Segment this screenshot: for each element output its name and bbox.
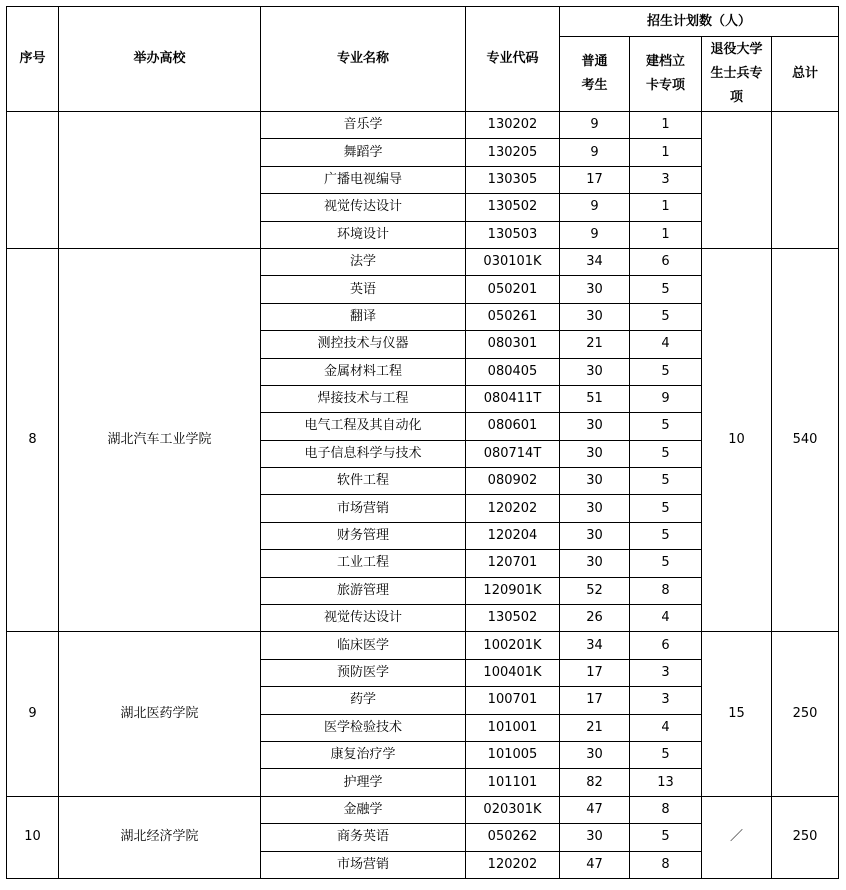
- cell-major: 法学: [261, 248, 466, 275]
- cell-code: 130502: [466, 194, 560, 221]
- cell-veteran: ／: [702, 796, 772, 878]
- cell-seq: [7, 112, 59, 249]
- cell-poverty: 1: [630, 221, 702, 248]
- cell-code: 120202: [466, 851, 560, 878]
- cell-seq: 8: [7, 248, 59, 631]
- table-row: [7, 112, 839, 139]
- cell-total: [772, 112, 839, 249]
- cell-regular: 30: [560, 522, 630, 549]
- header-code: 专业代码: [466, 7, 560, 112]
- cell-code: 101001: [466, 714, 560, 741]
- cell-poverty: 3: [630, 659, 702, 686]
- cell-regular: 9: [560, 194, 630, 221]
- cell-poverty: 3: [630, 166, 702, 193]
- header-plan-group: 招生计划数（人）: [560, 7, 839, 37]
- cell-regular: 30: [560, 413, 630, 440]
- cell-regular: 34: [560, 248, 630, 275]
- cell-regular: 30: [560, 358, 630, 385]
- cell-regular: 9: [560, 112, 630, 139]
- cell-major: 药学: [261, 687, 466, 714]
- cell-poverty: 8: [630, 796, 702, 823]
- cell-code: 080411T: [466, 385, 560, 412]
- cell-code: 130502: [466, 605, 560, 632]
- cell-regular: 30: [560, 276, 630, 303]
- cell-poverty: 5: [630, 440, 702, 467]
- cell-poverty: 5: [630, 276, 702, 303]
- header-school: 举办高校: [59, 7, 261, 112]
- cell-code: 050261: [466, 303, 560, 330]
- cell-veteran: 10: [702, 248, 772, 631]
- cell-major: 临床医学: [261, 632, 466, 659]
- cell-poverty: 1: [630, 194, 702, 221]
- cell-poverty: 4: [630, 605, 702, 632]
- cell-code: 100401K: [466, 659, 560, 686]
- cell-school: 湖北经济学院: [59, 796, 261, 878]
- cell-major: 视觉传达设计: [261, 605, 466, 632]
- cell-code: 080405: [466, 358, 560, 385]
- cell-poverty: 4: [630, 714, 702, 741]
- cell-poverty: 6: [630, 632, 702, 659]
- cell-code: 020301K: [466, 796, 560, 823]
- cell-major: 金属材料工程: [261, 358, 466, 385]
- cell-major: 市场营销: [261, 495, 466, 522]
- cell-regular: 51: [560, 385, 630, 412]
- cell-poverty: 1: [630, 112, 702, 139]
- cell-regular: 30: [560, 468, 630, 495]
- cell-poverty: 4: [630, 331, 702, 358]
- cell-major: 电气工程及其自动化: [261, 413, 466, 440]
- cell-veteran: 15: [702, 632, 772, 796]
- cell-regular: 52: [560, 577, 630, 604]
- cell-total: 540: [772, 248, 839, 631]
- cell-poverty: 5: [630, 495, 702, 522]
- table-body: [7, 112, 839, 879]
- cell-major: 软件工程: [261, 468, 466, 495]
- cell-poverty: 6: [630, 248, 702, 275]
- cell-regular: 30: [560, 741, 630, 768]
- cell-regular: 17: [560, 659, 630, 686]
- cell-poverty: 8: [630, 577, 702, 604]
- cell-total: 250: [772, 796, 839, 878]
- table-row: [7, 632, 839, 659]
- cell-code: 050201: [466, 276, 560, 303]
- cell-code: 130305: [466, 166, 560, 193]
- cell-poverty: 5: [630, 358, 702, 385]
- cell-regular: 82: [560, 769, 630, 796]
- cell-code: 080301: [466, 331, 560, 358]
- header-major: 专业名称: [261, 7, 466, 112]
- enrollment-plan-table: [6, 6, 839, 879]
- cell-code: 120202: [466, 495, 560, 522]
- cell-major: 广播电视编导: [261, 166, 466, 193]
- header-total: 总计: [772, 37, 839, 112]
- cell-code: 130503: [466, 221, 560, 248]
- cell-poverty: 5: [630, 824, 702, 851]
- cell-major: 环境设计: [261, 221, 466, 248]
- cell-school: 湖北汽车工业学院: [59, 248, 261, 631]
- cell-code: 080902: [466, 468, 560, 495]
- cell-regular: 21: [560, 714, 630, 741]
- cell-code: 130205: [466, 139, 560, 166]
- cell-regular: 9: [560, 221, 630, 248]
- cell-major: 英语: [261, 276, 466, 303]
- cell-regular: 47: [560, 796, 630, 823]
- cell-regular: 30: [560, 495, 630, 522]
- cell-major: 电子信息科学与技术: [261, 440, 466, 467]
- cell-poverty: 3: [630, 687, 702, 714]
- cell-seq: 9: [7, 632, 59, 796]
- cell-major: 焊接技术与工程: [261, 385, 466, 412]
- cell-regular: 9: [560, 139, 630, 166]
- cell-regular: 30: [560, 303, 630, 330]
- cell-poverty: 5: [630, 303, 702, 330]
- cell-major: 康复治疗学: [261, 741, 466, 768]
- cell-code: 100201K: [466, 632, 560, 659]
- cell-major: 旅游管理: [261, 577, 466, 604]
- header-regular: 普通考生: [560, 37, 630, 112]
- table-row: [7, 248, 839, 275]
- cell-code: 080714T: [466, 440, 560, 467]
- cell-regular: 30: [560, 550, 630, 577]
- cell-major: 视觉传达设计: [261, 194, 466, 221]
- cell-regular: 17: [560, 166, 630, 193]
- cell-regular: 30: [560, 440, 630, 467]
- cell-poverty: 5: [630, 741, 702, 768]
- cell-regular: 34: [560, 632, 630, 659]
- cell-regular: 17: [560, 687, 630, 714]
- cell-code: 120204: [466, 522, 560, 549]
- cell-regular: 30: [560, 824, 630, 851]
- header-veteran: 退役大学生士兵专项: [702, 37, 772, 112]
- cell-major: 翻译: [261, 303, 466, 330]
- cell-code: 130202: [466, 112, 560, 139]
- cell-major: 市场营销: [261, 851, 466, 878]
- cell-seq: 10: [7, 796, 59, 878]
- cell-major: 工业工程: [261, 550, 466, 577]
- cell-major: 护理学: [261, 769, 466, 796]
- cell-major: 财务管理: [261, 522, 466, 549]
- cell-major: 测控技术与仪器: [261, 331, 466, 358]
- cell-poverty: 13: [630, 769, 702, 796]
- cell-school: [59, 112, 261, 249]
- cell-code: 030101K: [466, 248, 560, 275]
- cell-poverty: 5: [630, 413, 702, 440]
- cell-code: 080601: [466, 413, 560, 440]
- cell-total: 250: [772, 632, 839, 796]
- cell-major: 金融学: [261, 796, 466, 823]
- cell-major: 舞蹈学: [261, 139, 466, 166]
- cell-major: 音乐学: [261, 112, 466, 139]
- table-row: [7, 796, 839, 823]
- cell-code: 101005: [466, 741, 560, 768]
- cell-code: 101101: [466, 769, 560, 796]
- cell-regular: 47: [560, 851, 630, 878]
- cell-poverty: 9: [630, 385, 702, 412]
- cell-school: 湖北医药学院: [59, 632, 261, 796]
- cell-regular: 21: [560, 331, 630, 358]
- cell-code: 120901K: [466, 577, 560, 604]
- cell-veteran: [702, 112, 772, 249]
- cell-poverty: 5: [630, 550, 702, 577]
- cell-code: 120701: [466, 550, 560, 577]
- header-seq: 序号: [7, 7, 59, 112]
- cell-regular: 26: [560, 605, 630, 632]
- header-poverty: 建档立卡专项: [630, 37, 702, 112]
- cell-poverty: 5: [630, 468, 702, 495]
- cell-poverty: 8: [630, 851, 702, 878]
- cell-major: 医学检验技术: [261, 714, 466, 741]
- cell-code: 050262: [466, 824, 560, 851]
- cell-poverty: 1: [630, 139, 702, 166]
- cell-major: 预防医学: [261, 659, 466, 686]
- cell-major: 商务英语: [261, 824, 466, 851]
- cell-poverty: 5: [630, 522, 702, 549]
- cell-code: 100701: [466, 687, 560, 714]
